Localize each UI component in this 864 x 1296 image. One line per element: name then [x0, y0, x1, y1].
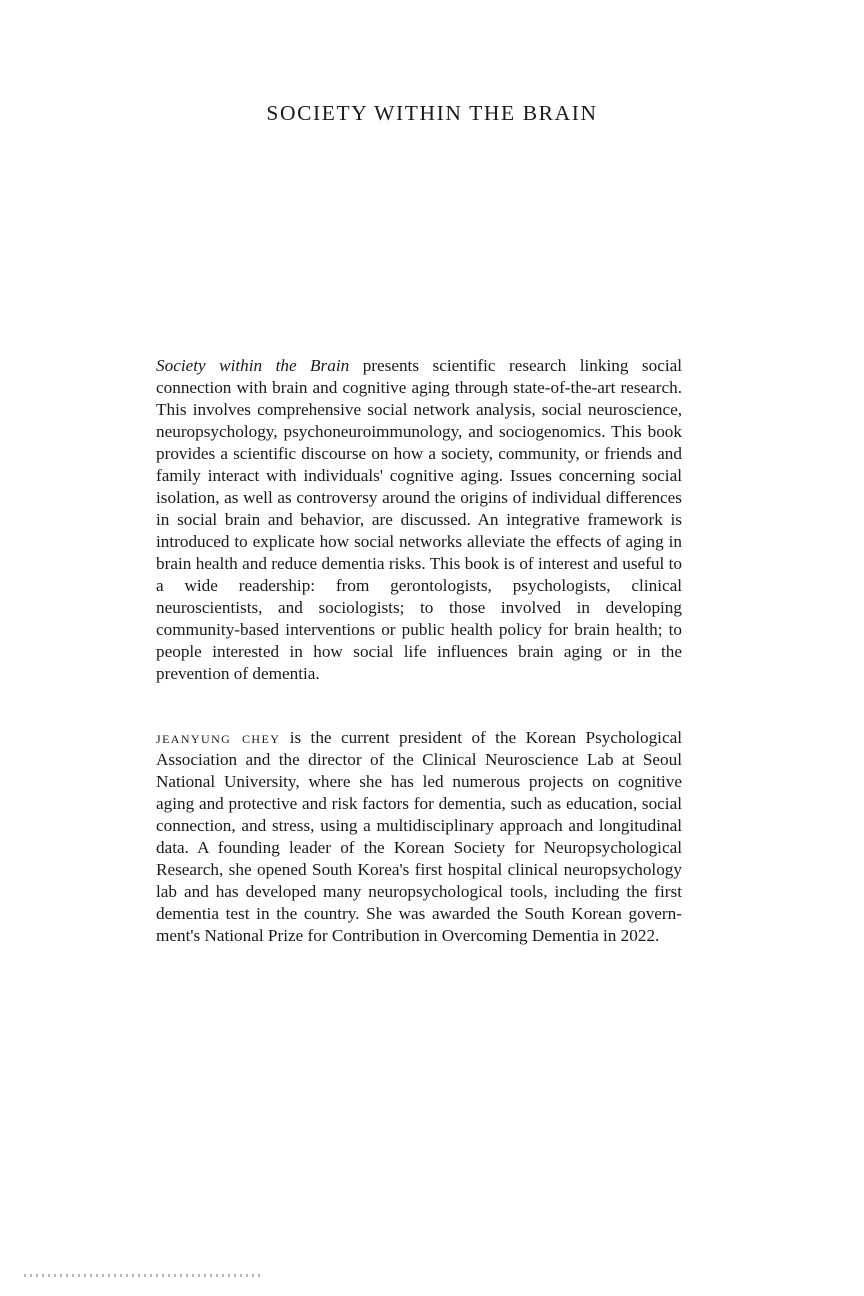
book-description	[156, 355, 682, 685]
footer-printer-marks	[24, 1271, 260, 1277]
author-name: jeanyung chey	[156, 728, 281, 747]
page-title: SOCIETY WITHIN THE BRAIN	[266, 101, 598, 125]
book-title-italic: Society within the Brain	[156, 356, 350, 375]
book-description-text: presents scientific research linking social connection with brain and cognitive aging through state-of-the-art research. This involves comprehensive social network analysis, social neuroscience, neuropsychology, psychoneuroimmunology, and sociogenomics. This book provides a scientific discourse on how a society, community, or friends and family interact with individuals' cognitive aging. Issues concerning social isolation, as well as controversy around the origins of individual differences in social brain and behavior, are discussed. An integrative framework is introduced to explicate how social networks alleviate the effects of aging in brain health and reduce dementia risks. This book is of interest and useful to a wide readership: from gerontologists, psychologists, clinical neuroscientists, and sociologists; to those involved in developing community-based interventions or public health policy for brain health; to people interested in how social life influences brain aging or in the prevention of dementia.	[156, 356, 682, 683]
author-bio-text: is the current president of the Korean Psychological Association and the director of the Clinical Neuroscience Lab at Seoul National University, where she has led numerous projects on cognitive aging and protective and risk factors for dementia, such as education, social connection, and stress, using a multidisciplinary approach and longitudinal data. A founding leader of the Korean Society for Neuropsychological Research, she opened South Korea's first hospital clinical neuropsychology lab and has developed many neuropsychological tools, including the first dementia test in the country. She was awarded the South Korean government's National Prize for Contribution in Overcoming Dementia in 2022.	[156, 728, 682, 945]
author-bio	[156, 727, 682, 947]
